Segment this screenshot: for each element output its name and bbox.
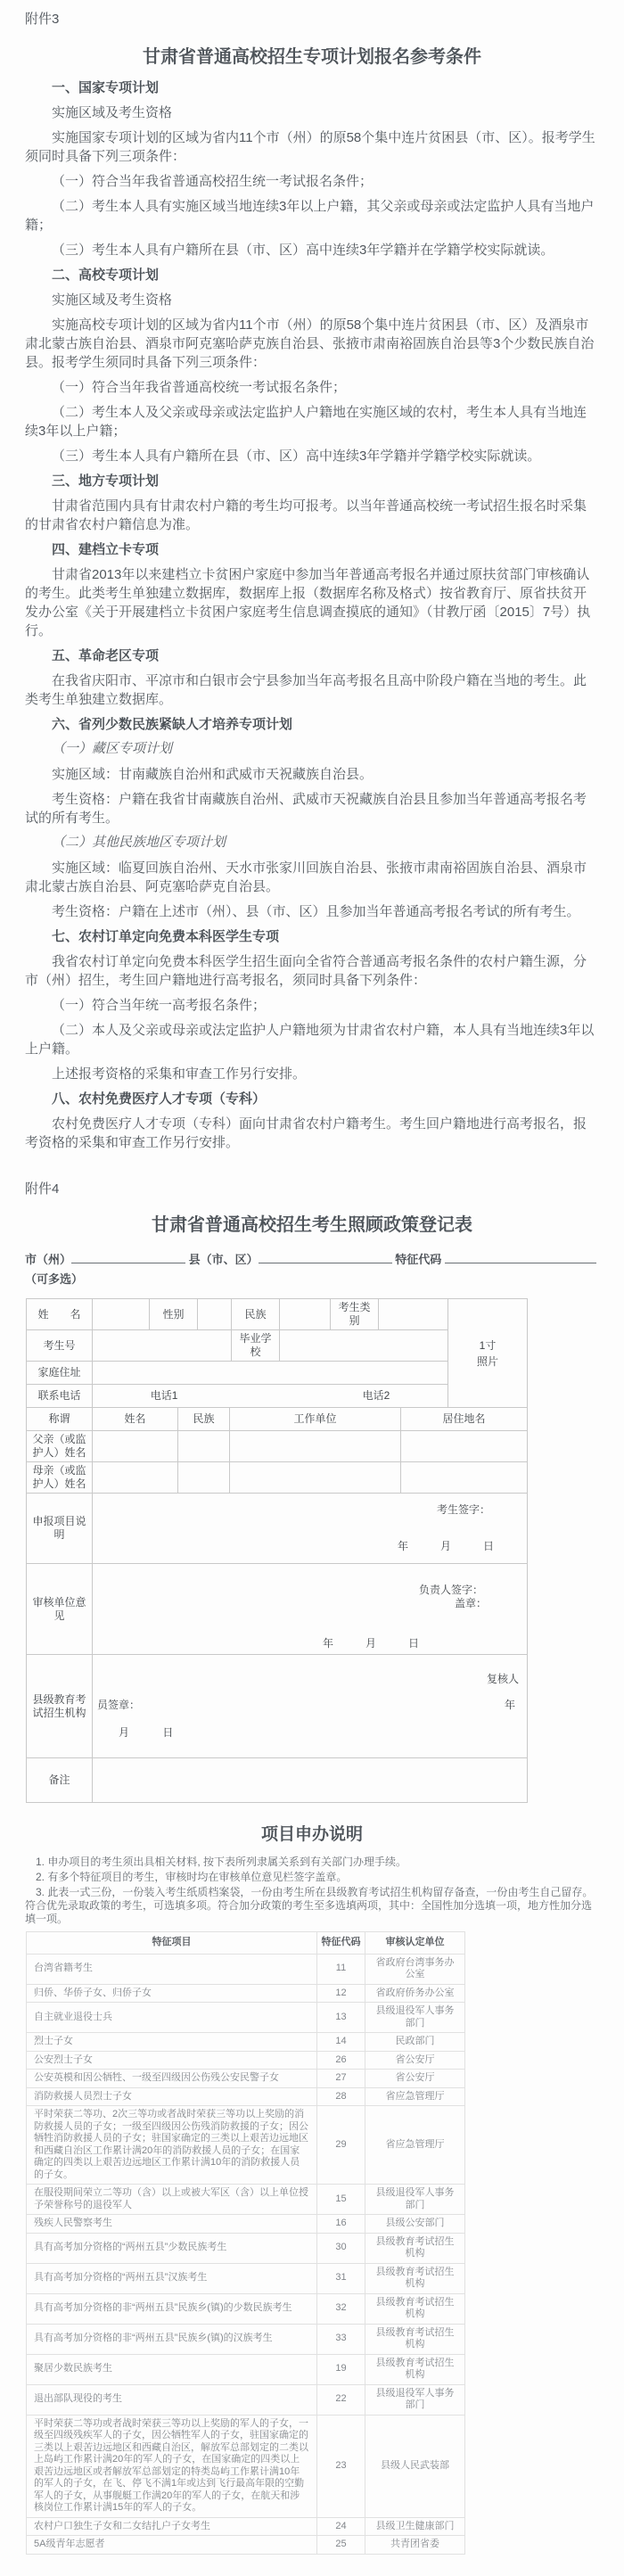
review-unit-cell: 县级退役军人事务部门 <box>365 2185 465 2215</box>
doc-paragraph: （一）藏区专项计划 <box>52 742 173 756</box>
doc-paragraph: 实施高校专项计划的区域为省内11个市（州）的原58个集中连片贫困县（市、区）及酒泉市肃北蒙古族自治县、酒泉市阿克塞哈萨克族自治县、张掖市肃南裕固族自治县等3个少数民族自治县。报考学生须同时具备下列三项条件： <box>25 317 595 370</box>
doc-paragraph: （二）其他民族地区专项计划 <box>52 835 226 850</box>
county-blank-line <box>259 1251 392 1263</box>
candidate-sign-label: 考生签字： <box>436 1503 490 1516</box>
doc-paragraph: （二）考生本人具有实施区域当地连续3年以上户籍，其父亲或母亲或法定监护人具有当地户籍； <box>25 199 595 233</box>
table-row <box>27 2415 465 2517</box>
feature-item-cell: 在服役期间荣立二等功（含）以上或被大军区（含）以上单位授予荣誉称号的退役军人 <box>27 2185 317 2215</box>
doc-paragraph: 四、建档立卡专项 <box>52 542 160 557</box>
instructions-notes <box>25 1856 599 1926</box>
phone2-label: 电话2 <box>362 1389 390 1402</box>
table-row <box>27 2185 465 2215</box>
feature-code-cell: 22 <box>317 2384 365 2415</box>
table-row <box>27 2354 465 2384</box>
photo-label-line1: 1寸 <box>479 1338 497 1352</box>
feature-item-cell: 退出部队现役的考生 <box>27 2384 317 2415</box>
review-unit-cell: 县级教育考试招生机构 <box>365 2354 465 2384</box>
feature-item-cell: 公安英模和因公牺牲、一级至四级因公伤残公安民警子女 <box>27 2070 317 2088</box>
review-unit-cell: 县级退役军人事务部门 <box>365 2003 465 2033</box>
review-unit-cell: 省应急管理厅 <box>365 2087 465 2106</box>
doc-paragraph: 六、省列少数民族紧缺人才培养专项计划 <box>52 717 293 732</box>
feature-code-cell: 27 <box>317 2070 365 2088</box>
feature-item-cell: 平时荣获二等功、2次三等功或者战时荣获三等功以上奖励的消防救援人员的子女；一级至四级因公伤残消防救援的子女；因公牺牲消防救援人员的子女；驻国家确定的三类以上艰苦边远地区和西藏自治区工作累计满20年的消防救援人员的子女；在国家确定的四类以上艰苦边远地区工作累计满10年的消防救援人员的子女。 <box>27 2106 317 2185</box>
review-unit-cell: 县级人民武装部 <box>365 2415 465 2517</box>
phone-label: 联系电话 <box>27 1385 93 1408</box>
table-row <box>27 2324 465 2354</box>
doc-paragraph: 实施区域及考生资格 <box>52 105 173 120</box>
mother-live-cell <box>401 1462 528 1494</box>
registration-form-identity-table <box>26 1298 528 1408</box>
phone1-label: 电话1 <box>150 1389 178 1402</box>
doc-paragraph: 考生资格：户籍在上述市（州）、县（市、区）且参加当年普通高考报名考试的所有考生。 <box>52 904 580 919</box>
feature-item-cell: 具有高考加分资格的“两州五县”汉族考生 <box>27 2263 317 2293</box>
table-row <box>27 2293 465 2324</box>
candidate-no-value-cell <box>93 1330 232 1362</box>
county-sign-part1: 复核人 <box>486 1673 519 1685</box>
doc-paragraph: 一、国家专项计划 <box>52 80 160 95</box>
doc-paragraph: 考生资格：户籍在我省甘南藏族自治州、武威市天祝藏族自治县且参加当年普通高考报名考试的所有考生。 <box>25 792 587 826</box>
county-month-label: 月 <box>119 1726 130 1739</box>
doc-paragraph: （一）符合当年我省普通高校统一考试报名条件； <box>52 380 347 395</box>
attachment3-body <box>25 78 599 1152</box>
review-unit-header: 审核认定单位 <box>365 1932 465 1955</box>
feature-code-cell: 24 <box>317 2517 365 2536</box>
father-work-cell <box>230 1431 401 1462</box>
feature-item-cell: 公安烈士子女 <box>27 2051 317 2070</box>
feature-code-cell: 30 <box>317 2233 365 2263</box>
table-row <box>27 2536 465 2555</box>
county-month-day-row <box>95 1726 524 1740</box>
instructions-title: 项目申办说明 <box>260 1825 363 1844</box>
address-label: 家庭住址 <box>27 1362 93 1385</box>
feature-code-cell: 15 <box>317 2185 365 2215</box>
feature-code-cell: 23 <box>317 2415 365 2517</box>
table-row <box>27 2087 465 2106</box>
school-label: 毕业学校 <box>232 1330 280 1362</box>
doc-paragraph: 上述报考资格的采集和审查工作另行安排。 <box>52 1066 307 1082</box>
doc-paragraph: 五、革命老区专项 <box>52 648 160 663</box>
candidate-type-label: 考生类别 <box>331 1299 379 1330</box>
mother-label: 母亲（或监护人）姓名 <box>27 1462 93 1494</box>
review-unit-cell: 县级公安部门 <box>365 2215 465 2234</box>
table-row <box>27 2517 465 2536</box>
declare-date-line: 年 月 日 <box>397 1540 494 1552</box>
feature-code-cell: 26 <box>317 2051 365 2070</box>
declare-content-cell <box>93 1494 528 1564</box>
feature-code-cell: 19 <box>317 2354 365 2384</box>
review-unit-cell: 民政部门 <box>365 2033 465 2052</box>
table-row <box>27 2033 465 2052</box>
photo-label-line2: 照片 <box>476 1354 498 1368</box>
school-value-cell <box>280 1330 448 1362</box>
doc-paragraph: 我省农村订单定向免费本科医学生招生面向全省符合普通高考报名条件的农村户籍生源，分市（州）招生，考生回户籍地进行高考报名，须同时具备下列条件： <box>25 954 587 988</box>
candidate-type-value-cell <box>379 1299 448 1330</box>
feature-item-cell: 具有高考加分资格的非“两州五县”民族乡(镇)的少数民族考生 <box>27 2293 317 2324</box>
county-sign-part2: 员签章： <box>97 1699 141 1711</box>
feature-code-cell: 28 <box>317 2087 365 2106</box>
attachment3-title: 甘肃省普通高校招生专项计划报名参考条件 <box>143 47 481 67</box>
doc-paragraph: 在我省庆阳市、平凉市和白银市会宁县参加当年高考报名且高中阶段户籍在当地的考生。此类考生单独建立数据库。 <box>25 673 587 707</box>
table-row <box>27 2051 465 2070</box>
ethnic-value-cell <box>280 1299 331 1330</box>
registration-form-guardian-table <box>26 1407 528 1494</box>
review-unit-cell: 省公安厅 <box>365 2070 465 2088</box>
review-unit-label: 审核单位意见 <box>27 1564 93 1655</box>
feature-item-cell: 5A级青年志愿者 <box>27 2536 317 2555</box>
relation-header-ethnic: 民族 <box>178 1408 230 1431</box>
doc-paragraph: 实施国家专项计划的区域为省内11个市（州）的原58个集中连片贫困县（市、区）。报考学生须同时具备下列三项条件： <box>25 130 595 164</box>
form-header-line <box>25 1250 599 1289</box>
relation-header-name: 姓名 <box>93 1408 178 1431</box>
feature-code-label: 特征代码 <box>395 1253 442 1266</box>
table-row <box>27 2003 465 2033</box>
attachment3-label: 附件3 <box>25 12 60 27</box>
review-unit-cell: 省应急管理厅 <box>365 2106 465 2185</box>
county-org-label: 县级教育考试招生机构 <box>27 1655 93 1758</box>
candidate-no-label: 考生号 <box>27 1330 93 1362</box>
feature-item-cell: 农村户口独生子女和二女结扎户子女考生 <box>27 2517 317 2536</box>
doc-paragraph: （三）考生本人具有户籍所在县（市、区）高中连续3年学籍并学籍学校实际就读。 <box>52 449 541 464</box>
relation-header-work: 工作单位 <box>230 1408 401 1431</box>
feature-code-cell: 16 <box>317 2215 365 2234</box>
table-row <box>27 2263 465 2293</box>
feature-code-cell: 13 <box>317 2003 365 2033</box>
review-unit-cell: 县级退役军人事务部门 <box>365 2384 465 2415</box>
declare-label: 申报项目说明 <box>27 1494 93 1564</box>
relation-header-title: 称谓 <box>27 1408 93 1431</box>
county-content-cell <box>93 1655 528 1758</box>
review-unit-cell: 省政府台湾事务办公室 <box>365 1954 465 1984</box>
mother-work-cell <box>230 1462 401 1494</box>
feature-code-cell: 33 <box>317 2324 365 2354</box>
feature-item-header: 特征项目 <box>27 1932 317 1955</box>
feature-item-cell: 聚居少数民族考生 <box>27 2354 317 2384</box>
feature-item-cell: 烈士子女 <box>27 2033 317 2052</box>
feature-item-cell: 具有高考加分资格的非“两州五县”民族乡(镇)的汉族考生 <box>27 2324 317 2354</box>
review-date-line: 年 月 日 <box>322 1637 419 1650</box>
father-name-cell <box>93 1431 178 1462</box>
feature-code-table <box>26 1931 465 2555</box>
doc-paragraph: （一）符合当年我省普通高校招生统一考试报名条件； <box>52 174 374 189</box>
review-unit-cell: 县级教育考试招生机构 <box>365 2263 465 2293</box>
doc-paragraph: （三）考生本人具有户籍所在县（市、区）高中连续3年学籍并在学籍学校实际就读。 <box>52 243 554 258</box>
doc-paragraph: 实施区域：临夏回族自治州、天水市张家川回族自治县、张掖市肃南裕固族自治县、酒泉市肃北蒙古族自治县、阿克塞哈萨克自治县。 <box>25 860 587 894</box>
doc-paragraph: 三、地方专项计划 <box>52 473 160 489</box>
doc-paragraph: （一）符合当年统一高考报名条件； <box>52 998 267 1013</box>
table-row <box>27 2233 465 2263</box>
doc-paragraph: 农村免费医疗人才专项（专科）面向甘肃省农村户籍考生。考生回户籍地进行高考报名，报考资格的采集和审查工作另行安排。 <box>25 1116 587 1150</box>
doc-paragraph: 八、农村免费医疗人才专项（专科） <box>52 1091 267 1107</box>
father-ethnic-cell <box>178 1431 230 1462</box>
doc-paragraph: 七、农村订单定向免费本科医学生专项 <box>52 929 280 944</box>
feature-code-cell: 12 <box>317 1984 365 2003</box>
registration-form-signoff-table <box>26 1493 528 1803</box>
remark-label: 备注 <box>27 1758 93 1803</box>
table-row <box>27 1954 465 1984</box>
name-label: 姓 名 <box>27 1299 93 1330</box>
review-sign-label: 负责人签字： <box>418 1584 483 1596</box>
note-line: 2. 有多个特征项目的考生，审核时均在审核单位意见栏签字盖章。 <box>36 1871 348 1883</box>
phone-value-cell <box>93 1385 448 1408</box>
review-unit-cell: 县级卫生健康部门 <box>365 2517 465 2536</box>
feature-item-cell: 归侨、华侨子女、归侨子女 <box>27 1984 317 2003</box>
table-row <box>27 2384 465 2415</box>
review-content-cell <box>93 1564 528 1655</box>
father-live-cell <box>401 1431 528 1462</box>
review-unit-cell: 省公安厅 <box>365 2051 465 2070</box>
feature-code-cell: 31 <box>317 2263 365 2293</box>
doc-paragraph: 甘肃省2013年以来建档立卡贫困户家庭中参加当年普通高考报名并通过原扶贫部门审核确认的考生。此类考生单独建立数据库，数据库上报（数据库名称及格式）按省教育厅、原省扶贫开发办公室《关于开展建档立卡贫困户家庭考生信息调查摸底的通知》（甘教厅函〔2015〕7号）执行。 <box>25 567 591 638</box>
county-label: 县（市、区） <box>188 1253 259 1266</box>
review-unit-cell: 县级教育考试招生机构 <box>365 2293 465 2324</box>
doc-paragraph: （二）考生本人及父亲或母亲或法定监护人户籍地在实施区域的农村，考生本人具有当地连续3年以上户籍； <box>25 405 587 439</box>
doc-paragraph: 甘肃省范围内具有甘肃农村户籍的考生均可报考。以当年普通高校统一考试招生报名时采集的甘肃省农村户籍信息为准。 <box>25 498 587 532</box>
remark-content-cell <box>93 1758 528 1803</box>
county-day-label: 日 <box>162 1726 174 1739</box>
city-label: 市（州） <box>25 1253 72 1266</box>
mother-ethnic-cell <box>178 1462 230 1494</box>
address-value-cell <box>93 1362 448 1385</box>
doc-paragraph: 实施区域：甘南藏族自治州和武威市天祝藏族自治县。 <box>52 767 374 782</box>
photo-placeholder <box>448 1299 528 1408</box>
feature-code-cell: 14 <box>317 2033 365 2052</box>
feature-code-cell: 11 <box>317 1954 365 1984</box>
doc-paragraph: （二）本人及父亲或母亲或法定监护人户籍地须为甘肃省农村户籍，本人具有当地连续3年以上户籍。 <box>25 1023 595 1057</box>
note-line: 3. 此表一式三份，一份装入考生纸质档案袋，一份由考生所在县级教育考试招生机构留存备查，一份由考生自己留存。符合优先录取政策的考生，可选填多项。符合加分政策的考生至多选填两项，其中：全国性加分选填一项，地方性加分选填一项。 <box>25 1886 594 1925</box>
doc-paragraph: 二、高校专项计划 <box>52 267 160 283</box>
feature-item-cell: 具有高考加分资格的“两州五县”少数民族考生 <box>27 2233 317 2263</box>
table-row <box>27 2215 465 2234</box>
feature-code-header-row <box>27 1932 465 1955</box>
review-unit-cell: 省政府侨务办公室 <box>365 1984 465 2003</box>
feature-code-header: 特征代码 <box>317 1932 365 1955</box>
table-row <box>27 2070 465 2088</box>
relation-header-live: 居住地名 <box>401 1408 528 1431</box>
feature-code-cell: 29 <box>317 2106 365 2185</box>
ethnic-label: 民族 <box>232 1299 280 1330</box>
attachment4-label: 附件4 <box>25 1181 60 1197</box>
review-unit-cell: 共青团省委 <box>365 2536 465 2555</box>
review-seal-label: 盖章： <box>454 1597 487 1609</box>
note-line: 1. 申办项目的考生须出具相关材料, 按下表所列隶属关系到有关部门办理手续。 <box>36 1856 407 1868</box>
feature-code-blank-line <box>445 1251 596 1263</box>
feature-item-cell: 台湾省籍考生 <box>27 1954 317 1984</box>
attachment4-title: 甘肃省普通高校招生考生照顾政策登记表 <box>152 1215 472 1235</box>
feature-item-cell: 残疾人民警察考生 <box>27 2215 317 2234</box>
feature-code-cell: 25 <box>317 2536 365 2555</box>
county-year-label: 年 <box>504 1699 515 1711</box>
feature-item-cell: 自主就业退役士兵 <box>27 2003 317 2033</box>
mother-name-cell <box>93 1462 178 1494</box>
review-unit-cell: 县级教育考试招生机构 <box>365 2233 465 2263</box>
name-value-cell <box>93 1299 150 1330</box>
gender-label: 性别 <box>150 1299 198 1330</box>
city-blank-line <box>71 1251 185 1263</box>
father-label: 父亲（或监护人）姓名 <box>27 1431 93 1462</box>
table-row <box>27 2106 465 2185</box>
county-sign-part2-row <box>95 1686 524 1712</box>
doc-paragraph: 实施区域及考生资格 <box>52 292 173 308</box>
table-row <box>27 1984 465 2003</box>
gender-value-cell <box>198 1299 232 1330</box>
feature-code-cell: 32 <box>317 2293 365 2324</box>
multi-select-label: （可多选） <box>25 1272 84 1286</box>
review-unit-cell: 县级教育考试招生机构 <box>365 2324 465 2354</box>
feature-item-cell: 消防救援人员烈士子女 <box>27 2087 317 2106</box>
feature-item-cell: 平时荣获二等功或者战时荣获三等功以上奖励的军人的子女，一级至四级残疾军人的子女，因公牺牲军人的子女，驻国家确定的三类以上艰苦边远地区和西藏自治区，解放军总部划定的二类以上岛屿工作累计满20年的军人的子女，在国家确定的四类以上艰苦边远地区或者解放军总部划定的特类岛屿工作累计满10年的军人的子女，在飞、停飞不满1年或达到飞行最高年限的空勤军人的子女，从事舰艇工作满20年的军人的子女，在航天和涉核岗位工作累计满15年的军人的子女。 <box>27 2415 317 2517</box>
